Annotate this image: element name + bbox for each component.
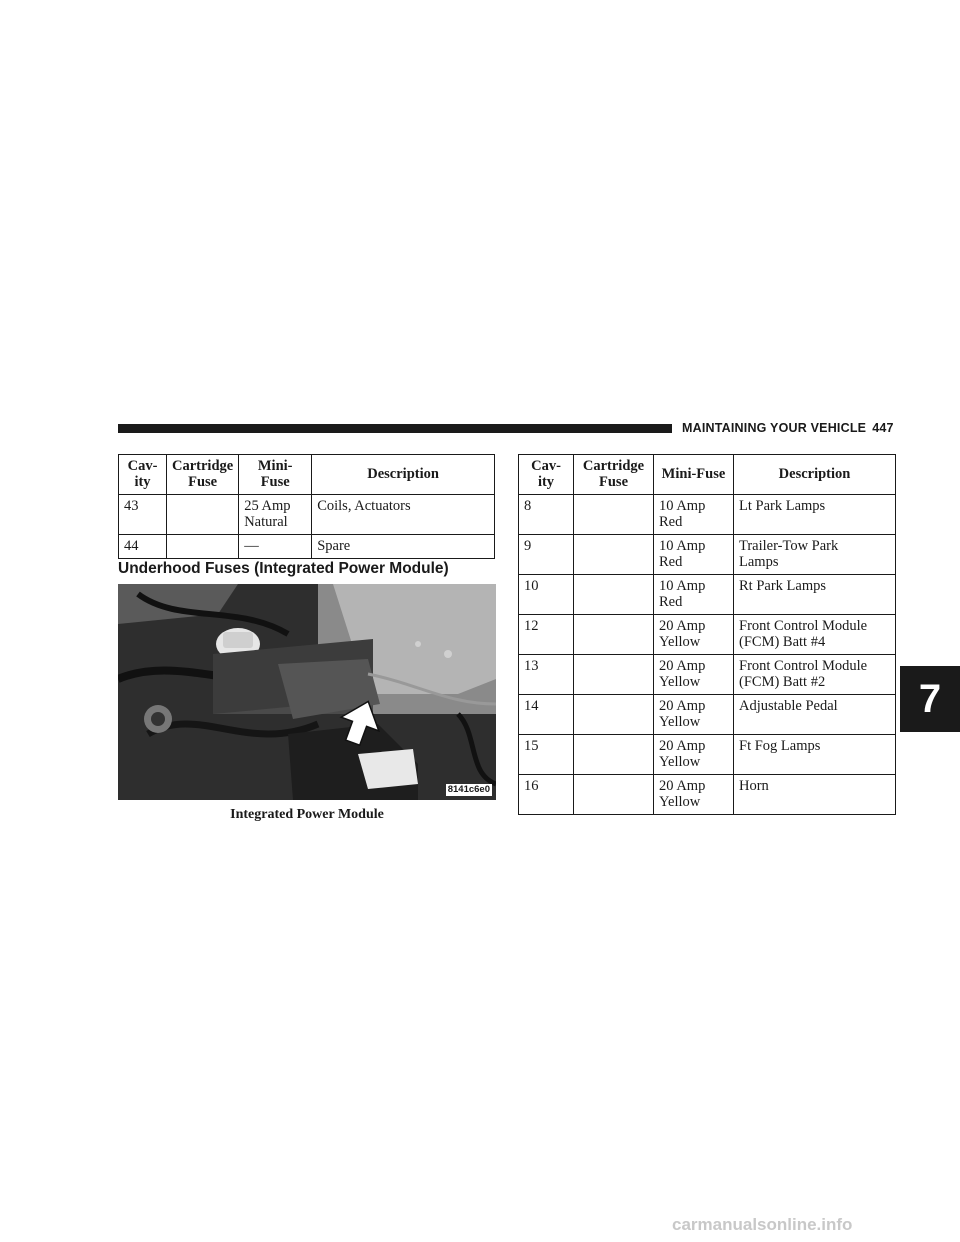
header-rule <box>118 424 672 433</box>
table-cell <box>574 655 654 695</box>
table-cell <box>574 535 654 575</box>
table-row <box>519 655 896 695</box>
table-cell: Horn <box>734 775 896 815</box>
column-header: Description <box>734 455 896 495</box>
column-header: Cartridge Fuse <box>167 455 239 495</box>
engine-bay-photo <box>118 584 496 800</box>
table-cell: 15 <box>519 735 574 775</box>
table-cell <box>574 735 654 775</box>
fuse-table-left <box>118 454 495 559</box>
table-cell: 10 <box>519 575 574 615</box>
table-header-row <box>519 455 896 495</box>
section-title: MAINTAINING YOUR VEHICLE <box>682 421 867 435</box>
table-cell: 20 Amp Yellow <box>654 735 734 775</box>
table-row <box>119 535 495 559</box>
page-number: 447 <box>872 421 894 435</box>
table-cell: 13 <box>519 655 574 695</box>
table-cell: Adjustable Pedal <box>734 695 896 735</box>
column-header: Mini-Fuse <box>239 455 312 495</box>
table-cell: Trailer-Tow Park Lamps <box>734 535 896 575</box>
running-header <box>682 421 894 435</box>
watermark: carmanualsonline.info <box>672 1215 853 1234</box>
engine-bay-illustration <box>118 584 496 800</box>
table-row <box>519 735 896 775</box>
column-header: Cav- ity <box>119 455 167 495</box>
table-cell: Ft Fog Lamps <box>734 735 896 775</box>
table-cell <box>167 535 239 559</box>
table-cell: 43 <box>119 495 167 535</box>
table-cell: Spare <box>312 535 495 559</box>
table-cell: Front Control Module (FCM) Batt #2 <box>734 655 896 695</box>
table-cell: 8 <box>519 495 574 535</box>
table-cell <box>574 495 654 535</box>
table-cell: Rt Park Lamps <box>734 575 896 615</box>
table-cell: 20 Amp Yellow <box>654 775 734 815</box>
column-header: Cav- ity <box>519 455 574 495</box>
table-cell: 20 Amp Yellow <box>654 655 734 695</box>
table-cell: Front Control Module (FCM) Batt #4 <box>734 615 896 655</box>
table-cell: Coils, Actuators <box>312 495 495 535</box>
table-row <box>519 775 896 815</box>
table-cell: Lt Park Lamps <box>734 495 896 535</box>
table-cell <box>574 575 654 615</box>
table-cell: 9 <box>519 535 574 575</box>
table-row <box>519 615 896 655</box>
figure-caption: Integrated Power Module <box>230 807 384 822</box>
table-cell <box>574 775 654 815</box>
table-cell: 20 Amp Yellow <box>654 615 734 655</box>
table-cell: 10 Amp Red <box>654 575 734 615</box>
table-cell: 12 <box>519 615 574 655</box>
table-cell: 44 <box>119 535 167 559</box>
table-cell: 20 Amp Yellow <box>654 695 734 735</box>
table-cell: 25 Amp Natural <box>239 495 312 535</box>
chapter-tab: 7 <box>900 666 960 732</box>
column-header: Cartridge Fuse <box>574 455 654 495</box>
section-heading: Underhood Fuses (Integrated Power Module) <box>118 560 449 577</box>
fuse-table-right <box>518 454 896 815</box>
table-row <box>119 495 495 535</box>
table-cell <box>167 495 239 535</box>
table-row <box>519 695 896 735</box>
table-cell: 10 Amp Red <box>654 535 734 575</box>
table-row <box>519 535 896 575</box>
table-cell <box>574 695 654 735</box>
column-header: Mini-Fuse <box>654 455 734 495</box>
table-cell: 14 <box>519 695 574 735</box>
table-cell <box>574 615 654 655</box>
table-cell: 16 <box>519 775 574 815</box>
table-row <box>519 575 896 615</box>
table-header-row <box>119 455 495 495</box>
column-header: Description <box>312 455 495 495</box>
table-row <box>519 495 896 535</box>
table-cell: 10 Amp Red <box>654 495 734 535</box>
figure-code: 8141c6e0 <box>447 784 490 795</box>
table-cell: — <box>239 535 312 559</box>
